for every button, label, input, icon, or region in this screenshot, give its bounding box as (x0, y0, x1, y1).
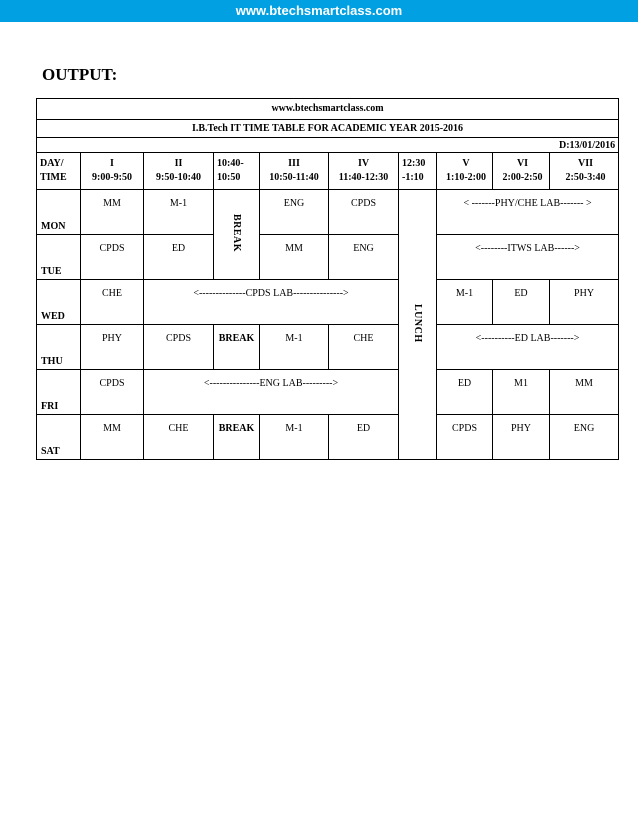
lab-cell: <----------ED LAB-------> (437, 325, 619, 370)
table-cell: M-1 (144, 190, 214, 235)
header-period-2: II 9:50-10:40 (144, 153, 214, 190)
header-break-time: 10:40- 10:50 (214, 153, 260, 190)
header-period-7: VII 2:50-3:40 (550, 153, 619, 190)
output-heading: OUTPUT: (42, 65, 118, 84)
day-label: THU (37, 325, 81, 370)
header-period-3: III 10:50-11:40 (260, 153, 329, 190)
table-cell: ENG (260, 190, 329, 235)
table-cell: M1 (493, 370, 550, 415)
table-cell: ED (144, 235, 214, 280)
table-site-name: www.btechsmartclass.com (37, 99, 619, 120)
table-title: I.B.Tech IT TIME TABLE FOR ACADEMIC YEAR 2015-2016 (37, 120, 619, 138)
table-cell: ED (437, 370, 493, 415)
header-lunch-time: 12:30 -1:10 (399, 153, 437, 190)
table-cell: PHY (81, 325, 144, 370)
table-row (37, 370, 619, 415)
banner-text: www.btechsmartclass.com (235, 3, 403, 18)
table-row (37, 280, 619, 325)
table-cell: MM (81, 190, 144, 235)
table-cell: ENG (329, 235, 399, 280)
table-cell: CPDS (437, 415, 493, 460)
lab-cell: <--------------CPDS LAB---------------> (144, 280, 399, 325)
header-day-time: DAY/ TIME (37, 153, 81, 190)
header-period-4: IV 11:40-12:30 (329, 153, 399, 190)
lab-cell: < -------PHY/CHE LAB------- > (437, 190, 619, 235)
break-column (214, 190, 260, 280)
lab-cell: <---------------ENG LAB---------> (144, 370, 399, 415)
table-cell: MM (550, 370, 619, 415)
table-date: D:13/01/2016 (37, 138, 619, 153)
header-row (37, 153, 619, 190)
day-label: SAT (37, 415, 81, 460)
table-cell: ED (493, 280, 550, 325)
table-row (37, 415, 619, 460)
break-cell: BREAK (214, 415, 260, 460)
day-label: WED (37, 280, 81, 325)
header-period-5: V 1:10-2:00 (437, 153, 493, 190)
timetable (36, 98, 619, 460)
table-cell: CPDS (81, 235, 144, 280)
table-cell: PHY (493, 415, 550, 460)
site-banner (0, 0, 638, 22)
table-cell: M-1 (437, 280, 493, 325)
day-label: TUE (37, 235, 81, 280)
table-cell: CHE (144, 415, 214, 460)
table-cell: CPDS (81, 370, 144, 415)
break-vertical-label: BREAK (231, 213, 242, 253)
table-cell: CPDS (329, 190, 399, 235)
table-cell: PHY (550, 280, 619, 325)
day-label: FRI (37, 370, 81, 415)
table-cell: ENG (550, 415, 619, 460)
lunch-vertical-label: LUNCH (412, 303, 423, 343)
day-label: MON (37, 190, 81, 235)
table-cell: MM (81, 415, 144, 460)
table-cell: CPDS (144, 325, 214, 370)
header-period-6: VI 2:00-2:50 (493, 153, 550, 190)
table-row (37, 325, 619, 370)
table-row (37, 235, 619, 280)
table-cell: MM (260, 235, 329, 280)
table-cell: M-1 (260, 415, 329, 460)
table-cell: M-1 (260, 325, 329, 370)
table-row (37, 190, 619, 235)
header-period-1: I 9:00-9:50 (81, 153, 144, 190)
table-cell: CHE (329, 325, 399, 370)
lunch-column (399, 190, 437, 460)
table-cell: ED (329, 415, 399, 460)
lab-cell: <--------ITWS LAB------> (437, 235, 619, 280)
table-cell: CHE (81, 280, 144, 325)
break-cell: BREAK (214, 325, 260, 370)
